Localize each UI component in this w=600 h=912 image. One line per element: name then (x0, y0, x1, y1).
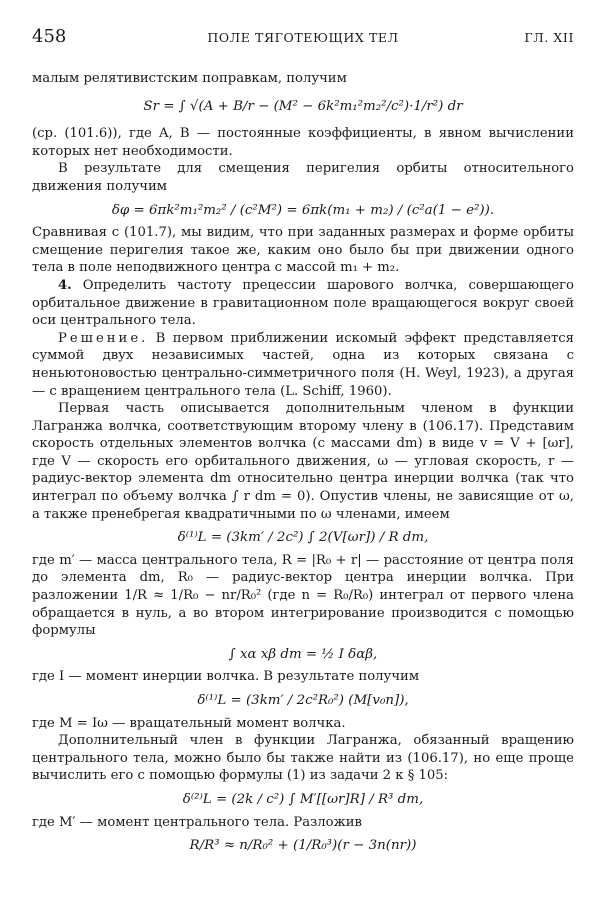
paragraph: Сравнивая с (101.7), мы видим, что при заданных размерах и форме орбиты смещение перигелия такое же, каким оно было бы при движении одного тела в поле неподвижного центра с массой m₁ + m₂. (32, 225, 574, 276)
page-body (32, 70, 574, 860)
formula-action-sr: Sr = ∫ √(A + B/r − (M² − 6k²m₁²m₂²/c²)·1/r²) dr (143, 98, 463, 114)
problem-number: 4. (58, 277, 72, 293)
paragraph: малым релятивистским поправкам, получим (32, 71, 347, 86)
formula-expansion: R/R³ ≈ n/R₀² + (1/R₀³)(r − 3n(nr)) (189, 838, 417, 854)
solution-text: В первом приближении искомый эффект представляется суммой двух независимых частей, одна из которых связана с неньютоновостью центрально-симметричного поля (H. Weyl, 1923), а другая — с вращением центрального тела (L. Schiff, 1960). (32, 330, 574, 399)
solution-paragraph (32, 330, 574, 400)
paragraph: Первая часть описывается дополнительным членом в функции Лагранжа волчка, соответствующим второму члену в (106.17). Представим скорость отдельных элементов волчка (с массами dm) в виде v = V + [ωr], где V — скорость его орбитального движения, ω — угловая скорость, r — радиус-вектор элемента dm относительно центра инерции волчка (так что интеграл по объему волчка ∫ r dm = 0). Опустив члены, не зависящие от ω, а также пренебрегая квадратичными по ω членами, имеем (32, 401, 574, 522)
paragraph: (ср. (101.6)), где A, B — постоянные коэффициенты, в явном вычислении которых нет необходимости. (32, 126, 574, 159)
formula-delta1-L: δ⁽¹⁾L = (3km′ / 2c²) ∫ 2(V[ωr]) / R dm, (177, 530, 429, 546)
running-header (32, 26, 574, 50)
formula-delta2-L: δ⁽²⁾L = (2k / c²) ∫ M′[[ωr]R] / R³ dm, (182, 791, 424, 807)
paragraph: В результате для смещения перигелия орбиты относительного движения получим (32, 161, 574, 194)
page-number: 458 (32, 26, 67, 47)
solution-label: Решение. (58, 330, 149, 346)
paragraph: где m′ — масса центрального тела, R = |R₀ + r| — расстояние от центра поля до элемента dm, R₀ — радиус-вектор центра инерции волчка. При разложении 1/R ≈ 1/R₀ − nr/R₀² (где n = R₀/R₀) интеграл от первого члена обращается в нуль, а во втором интегрирование производится с помощью формулы (32, 552, 574, 639)
formula-delta1-L-result: δ⁽¹⁾L = (3km′ / 2c²R₀²) (M[v₀n]), (197, 693, 409, 708)
chapter-label: ГЛ. XII (524, 30, 574, 45)
paragraph: где I — момент инерции волчка. В результате получим (32, 669, 420, 685)
problem-statement (32, 277, 574, 330)
formula-perihelion-shift: δφ = 6πk²m₁²m₂² / (c²M²) = 6πk(m₁ + m₂) / (c²a(1 − e²)). (111, 202, 495, 218)
problem-text: Определить частоту прецессии шарового волчка, совершающего орбитальное движение в гравитационном поле вращающегося вокруг своей оси центрального тела. (32, 277, 574, 329)
paragraph: где M = Iω — вращательный момент волчка. (32, 715, 346, 731)
running-title: ПОЛЕ ТЯГОТЕЮЩИХ ТЕЛ (207, 30, 399, 45)
formula-inertia-integral: ∫ xα xβ dm = ½ I δαβ, (228, 646, 378, 662)
paragraph: где M′ — момент центрального тела. Разложив (32, 814, 362, 830)
paragraph: Дополнительный член в функции Лагранжа, обязанный вращению центрального тела, можно было бы также найти из (106.17), но еще проще вычислить его с помощью формулы (1) из задачи 2 к § 105: (32, 733, 574, 784)
